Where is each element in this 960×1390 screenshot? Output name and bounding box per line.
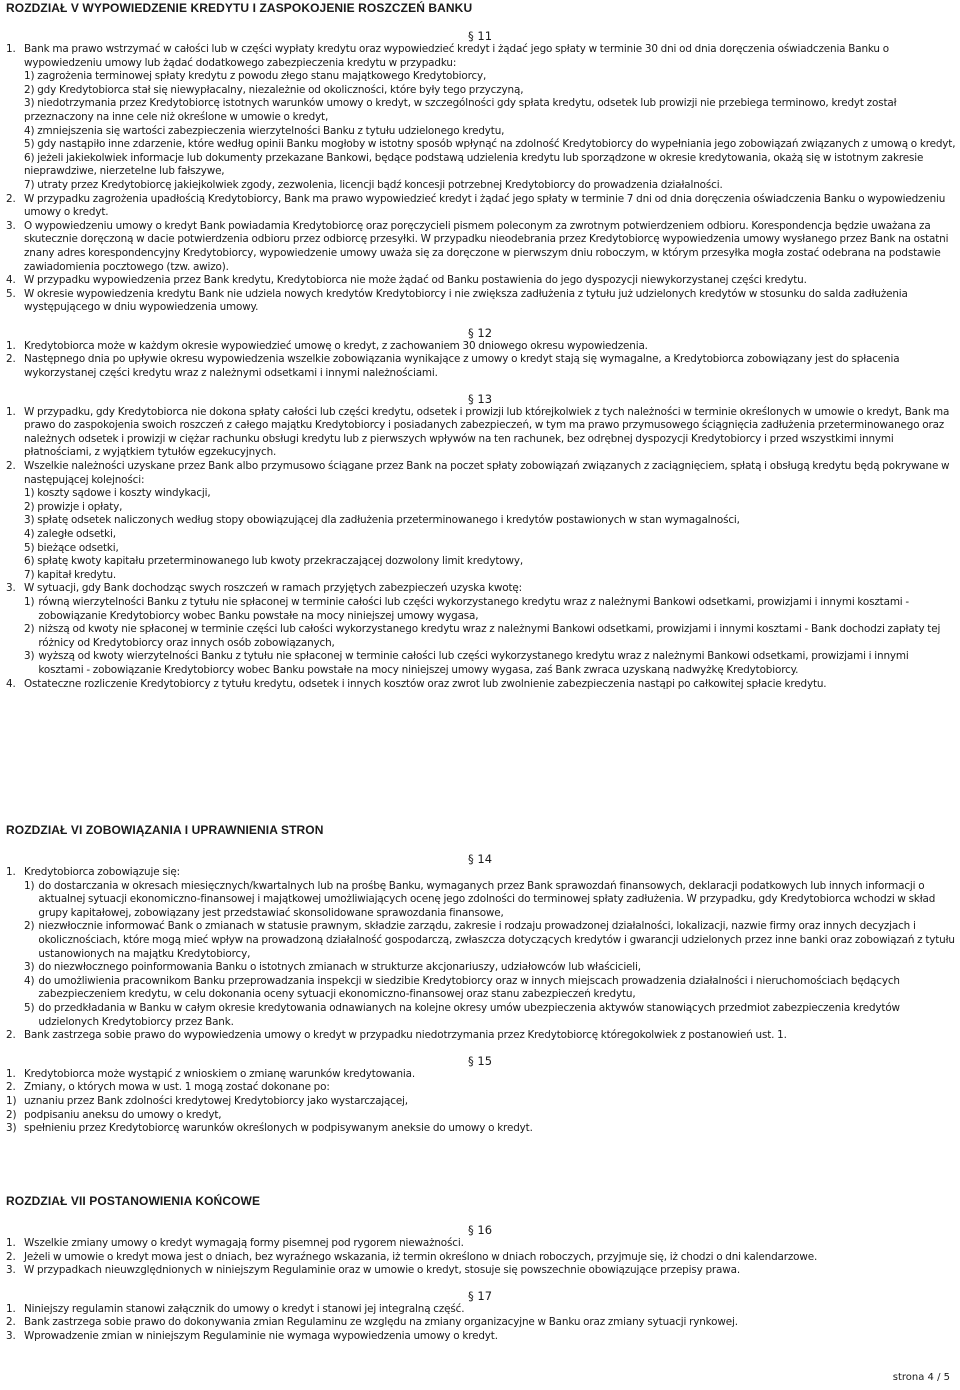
sub-item-text: równą wierzytelności Banku z tytułu nie spłaconej w terminie całości lub części wykorzystanego kredytu wraz z należnymi Bankowi odsetkami, prowizjami i innymi kosztami - zobowiązanie Kredytobiorcy wobec Banku powstałe na mocy niniejszej umowy wygasa,	[38, 595, 909, 622]
chapter-5	[6, 0, 956, 691]
sub-item-number: 3)	[24, 961, 35, 974]
list-item	[6, 340, 956, 354]
sub-item-text: do przedkładania w Banku w całym okresie kredytowania odnawianych na kolejne okresy umów ubezpieczenia aktywów stanowiących przedmiot zabezpieczenia kredytów udzielonych Kredytobiorcy przez Bank.	[38, 1001, 900, 1028]
list-item	[6, 1237, 956, 1251]
sub-item-number: 2)	[24, 623, 35, 636]
list-item	[6, 1330, 956, 1344]
chapter-title: ROZDZIAŁ VI ZOBOWIĄZANIA I UPRAWNIENIA STRON	[6, 823, 324, 837]
sub-item: 5) bieżące odsetki,	[24, 541, 119, 554]
sub-item: 6) jeżeli jakiekolwiek informacje lub dokumenty przekazane Bankowi, będące podstawą udzielenia kredytu lub sporządzone w okresie kredytowania, okażą się w istotnym zakresie nieprawdziwe, nierzetelne lub fałszywe,	[24, 151, 924, 178]
sub-item-number: 4)	[24, 974, 35, 987]
list-item	[6, 678, 956, 692]
item-number: 1.	[6, 43, 16, 55]
item-text: Wszelkie zmiany umowy o kredyt wymagają formy pisemnej pod rygorem nieważności.	[24, 1237, 464, 1249]
sub-item: 3) niedotrzymania przez Kredytobiorcę istotnych warunków umowy o kredyt, w szczególności gdy spłata kredytu, odsetek lub prowizji nie przebiega terminowo, kredyt został przeznaczony na inne cele niż określone w umowie o kredyt,	[24, 97, 897, 123]
item-number: 2.	[6, 1029, 16, 1042]
section-heading: § 12	[468, 325, 493, 340]
sub-item-number: 1)	[24, 879, 35, 892]
chapter-7	[6, 1193, 956, 1344]
item-number: 1.	[6, 1067, 16, 1080]
sub-item	[24, 1002, 956, 1029]
item-text: W przypadku zagrożenia upadłością Kredytobiorcy, Bank ma prawo wypowiedzieć kredyt i żądać jego spłaty w terminie 7 dni od dnia doręczenia oświadczenia Banku o wypowiedzeniu umowy o kredyt.	[24, 192, 946, 219]
item-text: Niniejszy regulamin stanowi załącznik do umowy o kredyt i stanowi jej integralną część.	[24, 1302, 465, 1315]
sub-item-number: 3)	[24, 650, 35, 663]
sub-item: 2) gdy Kredytobiorca stał się niewypłacalny, niezależnie od okoliczności, które były tego przyczyną,	[24, 83, 524, 96]
list-item	[6, 460, 956, 582]
list-item	[6, 288, 956, 315]
item-number: 3)	[6, 1122, 17, 1135]
item-number: 3.	[6, 582, 16, 595]
section-heading: § 15	[468, 1053, 493, 1068]
item-number: 1)	[6, 1094, 17, 1107]
list-item	[6, 1081, 956, 1095]
item-text: spełnieniu przez Kredytobiorcę warunków określonych w podpisywanym aneksie do umowy o kredyt.	[24, 1122, 533, 1135]
list-item	[6, 1095, 956, 1109]
item-number: 2.	[6, 1250, 16, 1263]
item-number: 2.	[6, 1316, 16, 1329]
sub-item	[24, 920, 956, 961]
item-number: 2)	[6, 1108, 17, 1121]
list-item	[6, 1303, 956, 1317]
list-item	[6, 1029, 956, 1043]
item-number: 2.	[6, 1081, 16, 1094]
sub-item	[24, 596, 956, 623]
item-text: Bank zastrzega sobie prawo do wypowiedzenia umowy o kredyt w przypadku niedotrzymania przez Kredytobiorcę któregokolwiek z postanowień ust. 1.	[24, 1029, 787, 1042]
chapter-title: ROZDZIAŁ VII POSTANOWIENIA KOŃCOWE	[6, 1194, 261, 1208]
item-number: 4.	[6, 274, 16, 287]
sub-item-text: wyższą od kwoty wierzytelności Banku z tytułu nie spłaconej w terminie całości lub części wykorzystanego kredytu wraz z należnymi Bankowi odsetkami, prowizjami i innymi kosztami - zobowiązanie Kredytobiorcy wobec Banku powstałe na mocy niniejszej umowy wygasa, zaś Bank zwraca uzyskaną nadwyżkę Kredytobiorcy.	[38, 650, 909, 676]
section-heading: § 14	[468, 852, 493, 866]
item-text: Kredytobiorca może w każdym okresie wypowiedzieć umowę o kredyt, z zachowaniem 30 dniowego okresu wypowiedzenia.	[24, 339, 648, 352]
sub-item-text: do umożliwienia pracownikom Banku przeprowadzania inspekcji w siedzibie Kredytobiorcy oraz w innych miejscach prowadzenia działalności i nieruchomościach będących zabezpieczeniem kredytu, w celu dokonania oceny sytuacji ekonomiczno-finansowej oraz stanu zabezpieczeń kredytu,	[38, 974, 900, 1001]
sub-item-text: do dostarczania w okresach miesięcznych/kwartalnych lub na prośbę Banku, wymaganych przez Bank sprawozdań finansowych, deklaracji podatkowych lub innych informacji o aktualnej sytuacji ekonomiczno-finansowej i majątkowej umożliwiających ocenę jego zdolności do terminowej spłaty zadłużenia. W przypadku, gdy Kredytobiorca wchodzi w skład grupy kapitałowej, zobowiązany jest przedstawiać skonsolidowane sprawozdania finansowe,	[38, 879, 936, 919]
item-number: 1.	[6, 1302, 16, 1315]
list-item	[6, 582, 956, 677]
list-item	[6, 1251, 956, 1265]
item-text: Ostateczne rozliczenie Kredytobiorcy z tytułu kredytu, odsetek i innych kosztów oraz zwrot lub zwolnienie zabezpieczenia nastąpi po całkowitej spłacie kredytu.	[24, 677, 827, 690]
list-item	[6, 43, 956, 193]
sub-item: 3) spłatę odsetek naliczonych według stopy obowiązującej dla zadłużenia przeterminowanego i kredytów postawionych w stan wymagalności,	[24, 514, 740, 527]
list-item	[6, 1068, 956, 1082]
item-text: W okresie wypowiedzenia kredytu Bank nie udziela nowych kredytów Kredytobiorcy i nie zwiększa zadłużenia z tytułu już udzielonych kredytów w stosunku do salda zadłużenia występującego w dniu wypowiedzenia umowy.	[24, 287, 908, 314]
sub-item	[24, 961, 956, 975]
item-text: W przypadku, gdy Kredytobiorca nie dokona spłaty całości lub części kredytu, odsetek i prowizji lub którejkolwiek z tych należności w terminie określonych w umowie o kredyt, Bank ma prawo do zaspokojenia swoich roszczeń z całego majątku Kredytobiorcy i posiadanych zabezpieczeń, w tym ma prawo przymusowego ściągnięcia zadłużenia przeterminowanego oraz należnych odsetek i prowizji w ciężar rachunku obsługi kredytu lub z pierwszych wpływów na ten rachunek, bez odrębnej dyspozycji Kredytobiorcy i przed wszystkimi innymi płatnościami, z wyjątkiem tytułów egzekucyjnych.	[24, 405, 950, 459]
item-text: W przypadku wypowiedzenia przez Bank kredytu, Kredytobiorca nie może żądać od Banku postawienia do jego dyspozycji niewykorzystanej części kredytu.	[24, 274, 807, 287]
sub-item: 1) zagrożenia terminowej spłaty kredytu z powodu złego stanu majątkowego Kredytobiorcy,	[24, 70, 487, 83]
item-text: Bank ma prawo wstrzymać w całości lub w części wypłaty kredytu oraz wypowiedzieć kredyt i żądać jego spłaty w terminie 30 dni od dnia doręczenia oświadczenia Banku o wypowiedzeniu umowy lub żądać dodatkowego zabezpieczenia kredytu w przypadku:	[24, 43, 889, 69]
item-number: 2.	[6, 460, 16, 473]
section-heading: § 16	[468, 1223, 493, 1237]
item-text: Wszelkie należności uzyskane przez Bank albo przymusowo ściągane przez Bank na poczet spłaty zobowiązań związanych z zaciągnięciem, spłatą i obsługą kredytu będą pokrywane w następującej kolejności:	[24, 460, 950, 486]
list-item	[6, 1264, 956, 1278]
item-text: Bank zastrzega sobie prawo do dokonywania zmian Regulaminu ze względu na zmiany organizacyjne w Banku oraz zmiany sytuacji rynkowej.	[24, 1316, 738, 1329]
sub-item	[24, 650, 956, 677]
item-text: O wypowiedzeniu umowy o kredyt Bank powiadamia Kredytobiorcę oraz poręczycieli pismem poleconym za zwrotnym potwierdzeniem odbioru. Korespondencja będzie uważana za skutecznie doręczoną w dacie potwierdzenia odbioru przez odbiorcę przesyłki. W przypadku nieodebrania przez Kredytobiorcę wypowiedzenia umowy wysłanego przez Bank na ostatni znany adres korespondencyjny Kredytobiorcy, wypowiedzenie umowy uważa się za doręczone w pierwszym dniu roboczym, w którym przesyłka mogła zostać odebrana na podstawie zawiadomienia pocztowego (tzw. awizo).	[24, 219, 949, 273]
sub-item: 4) zmniejszenia się wartości zabezpieczenia wierzytelności Banku z tytułu udzielonego kredytu,	[24, 124, 505, 137]
item-number: 4.	[6, 677, 16, 690]
sub-item: 4) zaległe odsetki,	[24, 528, 116, 540]
item-text: W sytuacji, gdy Bank dochodząc swych roszczeń w ramach przyjętych zabezpieczeń uzyska kwotę:	[24, 582, 522, 595]
item-number: 2.	[6, 192, 16, 205]
item-number: 5.	[6, 287, 16, 300]
sub-item	[24, 975, 956, 1002]
list-item	[6, 274, 956, 288]
sub-item-text: niższą od kwoty nie spłaconej w terminie części lub całości wykorzystanego kredytu wraz z należnymi Bankowi odsetkami, prowizjami i innymi kosztami - Bank dochodzi zapłaty tej różnicy od Kredytobiorcy oraz innych osób zobowiązanych,	[38, 623, 941, 649]
sub-item: 6) spłatę kwoty kapitału przeterminowanego lub kwoty przekraczającej dozwolony limit kredytowy,	[24, 555, 524, 568]
list-item	[6, 220, 956, 274]
sub-item	[24, 623, 956, 650]
item-text: W przypadkach nieuwzględnionych w niniejszym Regulaminie oraz w umowie o kredyt, stosuje się powszechnie obowiązujące przepisy prawa.	[24, 1264, 740, 1277]
item-number: 3.	[6, 219, 16, 232]
item-number: 3.	[6, 1264, 16, 1277]
list-item	[6, 193, 956, 220]
item-text: podpisaniu aneksu do umowy o kredyt,	[24, 1108, 222, 1121]
item-number: 1.	[6, 339, 16, 352]
list-item	[6, 1109, 956, 1123]
section-heading: § 11	[468, 29, 493, 43]
item-text: Zmiany, o których mowa w ust. 1 mogą zostać dokonane po:	[24, 1081, 330, 1094]
item-text: Następnego dnia po upływie okresu wypowiedzenia wszelkie zobowiązania wynikające z umowy o kredyt stają się wymagalne, a Kredytobiorca zobowiązany jest do spłacenia wykorzystanej części kredytu wraz z należnymi odsetkami i innymi należnościami.	[24, 353, 900, 380]
list-item	[6, 1316, 956, 1330]
item-number: 1.	[6, 1237, 16, 1249]
sub-item-text: do niezwłocznego poinformowania Banku o istotnych zmianach w strukturze akcjonariuszy, udziałowców lub właścicieli,	[38, 961, 641, 974]
sub-item: 1) koszty sądowe i koszty windykacji,	[24, 487, 211, 500]
chapter-6	[6, 822, 956, 1136]
section-heading: § 17	[468, 1288, 493, 1303]
chapter-title: ROZDZIAŁ V WYPOWIEDZENIE KREDYTU I ZASPOKOJENIE ROSZCZEŃ BANKU	[6, 1, 473, 15]
page-number: strona 4 / 5	[892, 1372, 950, 1383]
item-text: Wprowadzenie zmian w niniejszym Regulaminie nie wymaga wypowiedzenia umowy o kredyt.	[24, 1329, 498, 1342]
sub-item: 5) gdy nastąpiło inne zdarzenie, które według opinii Banku mogłoby w istotny sposób wpłynąć na zdolność Kredytobiorcy do wypełniania jego zobowiązań związanych z umową o kredyt,	[24, 138, 956, 151]
sub-item	[24, 880, 956, 921]
section-heading: § 13	[468, 391, 493, 406]
item-text: Kredytobiorca może wystąpić z wnioskiem o zmianę warunków kredytowania.	[24, 1067, 416, 1080]
list-item	[6, 866, 956, 1029]
sub-item-number: 2)	[24, 920, 35, 933]
list-item	[6, 406, 956, 460]
item-number: 3.	[6, 1329, 16, 1342]
sub-item: 7) kapitał kredytu.	[24, 568, 117, 581]
list-item	[6, 353, 956, 380]
sub-item-text: niezwłocznie informować Bank o zmianach w statusie prawnym, składzie zarządu, zakresie i rodzaju prowadzonej działalności, lokalizacji, nazwie firmy oraz innych decyzjach i okolicznościach, które mogą mieć wpływ na prowadzoną działalność gospodarczą, zwłaszcza dotyczących kredytów i gwarancji udzielonych przez inne banki oraz zobowiązań z tytułu ustanowionych na majątku Kredytobiorcy,	[38, 920, 955, 960]
sub-item: 2) prowizje i opłaty,	[24, 500, 123, 513]
sub-item-number: 1)	[24, 595, 35, 608]
item-text: Kredytobiorca zobowiązuje się:	[24, 866, 180, 878]
list-item	[6, 1122, 956, 1136]
item-number: 1.	[6, 866, 16, 878]
item-text: Jeżeli w umowie o kredyt mowa jest o dniach, bez wyraźnego wskazania, iż termin określono w dniach roboczych, przyjmuje się, iż chodzi o dni kalendarzowe.	[24, 1250, 818, 1263]
sub-item: 7) utraty przez Kredytobiorcę jakiejkolwiek zgody, zezwolenia, licencji bądź koncesji potrzebnej Kredytobiorcy do prowadzenia działalności.	[24, 178, 723, 191]
item-number: 2.	[6, 353, 16, 366]
sub-item-number: 5)	[24, 1001, 35, 1014]
item-number: 1.	[6, 405, 16, 418]
item-text: uznaniu przez Bank zdolności kredytowej Kredytobiorcy jako wystarczającej,	[24, 1094, 408, 1107]
